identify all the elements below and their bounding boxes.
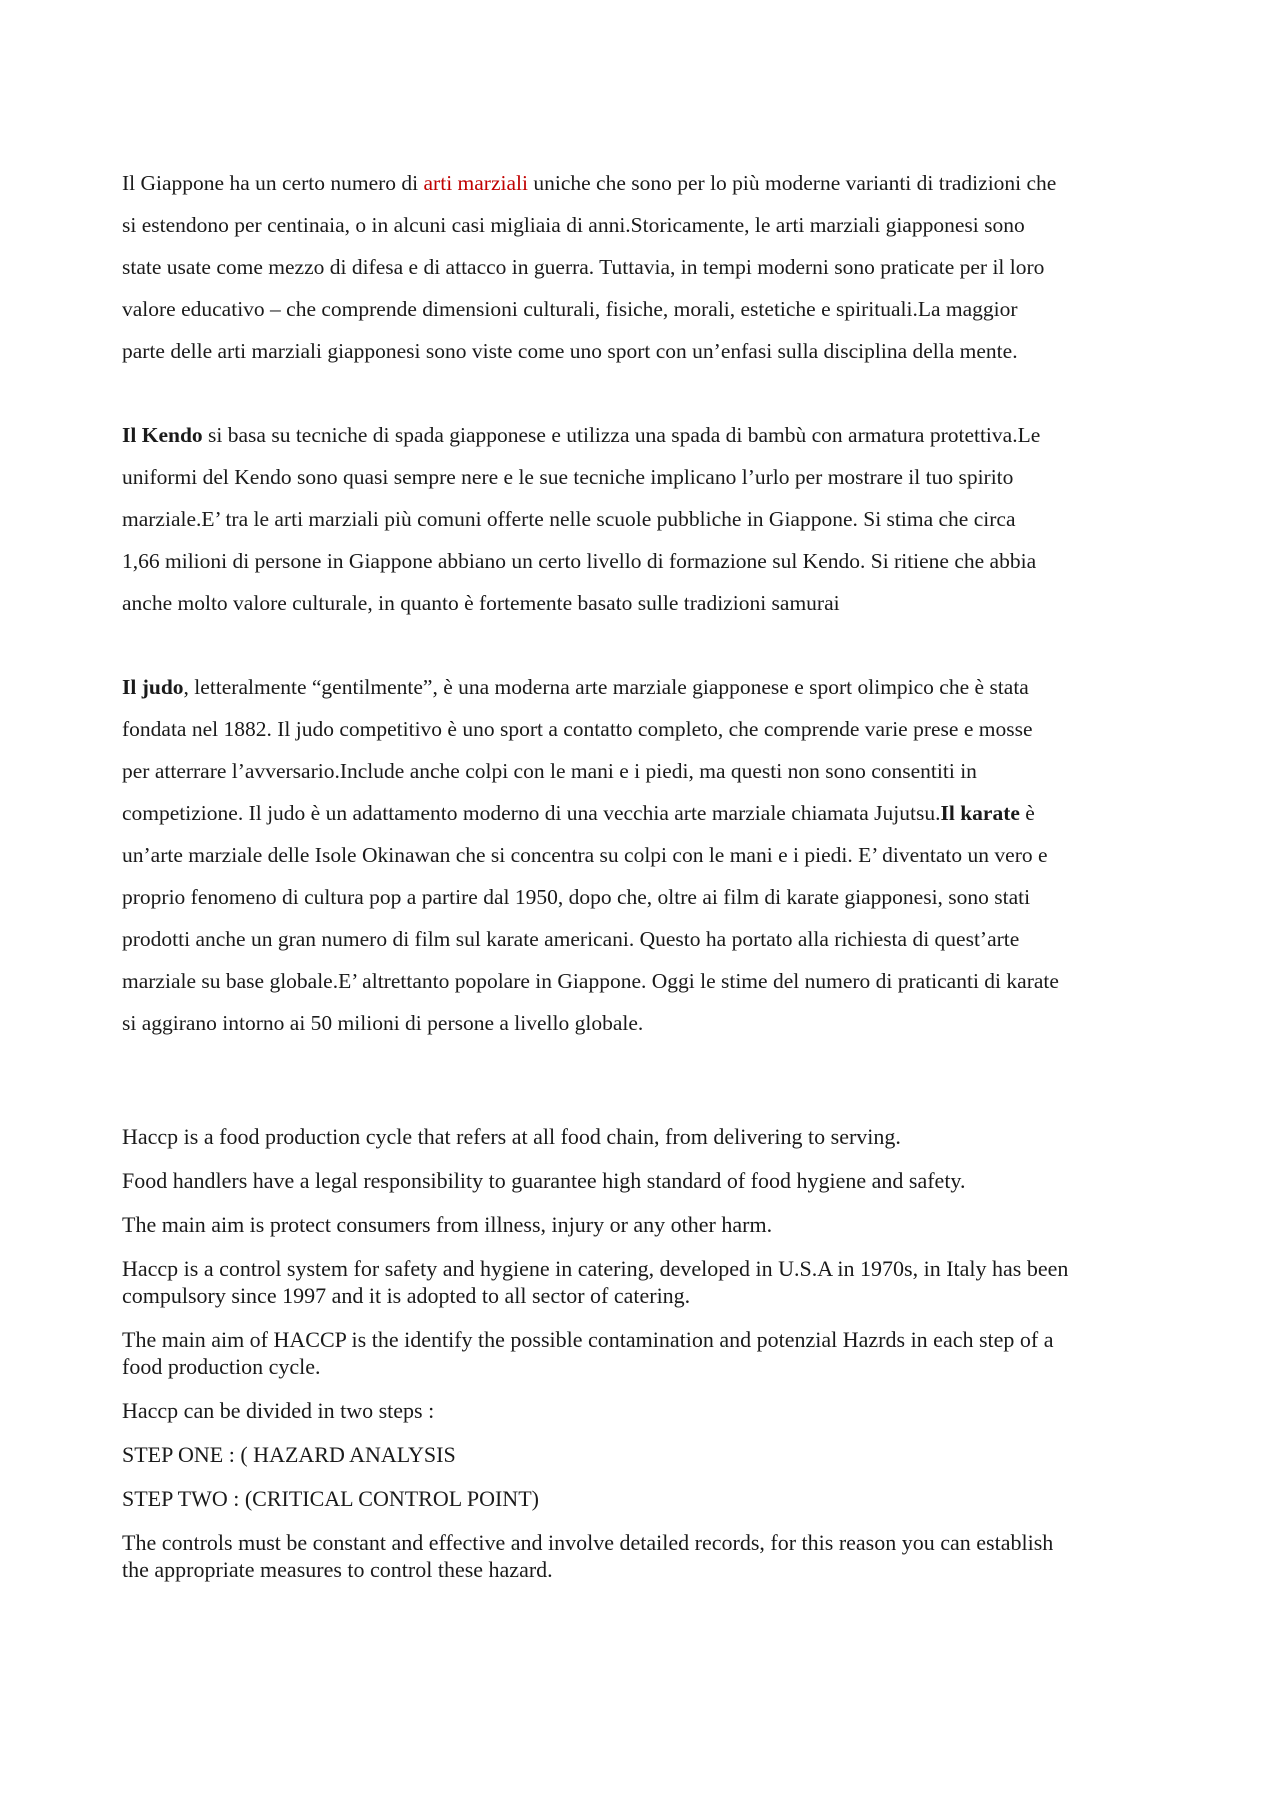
text-line [122,792,1182,834]
haccp-paragraph-controls [122,1529,1182,1583]
text-line [122,666,1182,708]
haccp-paragraph-definition [122,1123,1182,1150]
text-line: Food handlers have a legal responsibility to guarantee high standard of food hygiene and safety. [122,1168,966,1193]
text-line: per atterrare l’avversario.Include anche colpi con le mani e i piedi, ma questi non sono consentiti in [122,759,977,783]
text-line: The controls must be constant and effective and involve detailed records, for this reason you can establish [122,1530,1054,1555]
text-line [122,414,1182,456]
text-line: valore educativo – che comprende dimensioni culturali, fisiche, morali, estetiche e spirituali.La maggior [122,297,1018,321]
paragraph-martial-arts-intro [122,162,1182,372]
haccp-step-one [122,1441,1182,1468]
karate-heading: Il karate [940,801,1020,825]
haccp-paragraph-steps-intro [122,1397,1182,1424]
text-line: parte delle arti marziali giapponesi sono viste come uno sport con un’enfasi sulla disciplina della mente. [122,339,1018,363]
text-segment: uniche che sono per lo più moderne varianti di tradizioni che [527,171,1057,195]
text-line: STEP ONE : ( HAZARD ANALYSIS [122,1442,456,1467]
text-line: state usate come mezzo di difesa e di attacco in guerra. Tuttavia, in tempi moderni sono praticate per il loro [122,255,1045,279]
text-line: si aggirano intorno ai 50 milioni di persone a livello globale. [122,1011,644,1035]
text-line: uniformi del Kendo sono quasi sempre nere e le sue tecniche implicano l’urlo per mostrare il tuo spirito [122,465,1014,489]
paragraph-judo-karate [122,666,1182,1044]
text-line: compulsory since 1997 and it is adopted to all sector of catering. [122,1283,691,1308]
haccp-paragraph-aim [122,1211,1182,1238]
text-line: Haccp can be divided in two steps : [122,1398,435,1423]
text-line: marziale.E’ tra le arti marziali più comuni offerte nelle scuole pubbliche in Giappone. Si stima che circa [122,507,1016,531]
text-line: Haccp is a food production cycle that refers at all food chain, from delivering to serving. [122,1124,901,1149]
text-line: fondata nel 1882. Il judo competitivo è uno sport a contatto completo, che comprende varie prese e mosse [122,717,1033,741]
text-line: si estendono per centinaia, o in alcuni casi migliaia di anni.Storicamente, le arti marziali giapponesi sono [122,213,1025,237]
paragraph-kendo [122,414,1182,624]
text-line: marziale su base globale.E’ altrettanto popolare in Giappone. Oggi le stime del numero di praticanti di karate [122,969,1059,993]
text-line: The main aim of HACCP is the identify the possible contamination and potenzial Hazrds in each step of a [122,1327,1054,1352]
text-line: food production cycle. [122,1354,321,1379]
kendo-heading: Il Kendo [122,423,203,447]
text-line: prodotti anche un gran numero di film sul karate americani. Questo ha portato alla richiesta di quest’arte [122,927,1020,951]
text-line: proprio fenomeno di cultura pop a partire dal 1950, dopo che, oltre ai film di karate giapponesi, sono stati [122,885,1031,909]
text-segment: è [1019,801,1035,825]
text-segment: si basa su tecniche di spada giapponese e utilizza una spada di bambù con armatura protettiva.Le [202,423,1041,447]
text-line: The main aim is protect consumers from illness, injury or any other harm. [122,1212,773,1237]
judo-heading: Il judo [122,675,184,699]
text-segment: , letteralmente “gentilmente”, è una moderna arte marziale giapponese e sport olimpico che è stata [183,675,1029,699]
text-line: the appropriate measures to control these hazard. [122,1557,553,1582]
highlighted-term: arti marziali [423,171,528,195]
haccp-paragraph-control-system [122,1255,1182,1309]
text-segment: Il Giappone ha un certo numero di [122,171,424,195]
text-line: 1,66 milioni di persone in Giappone abbiano un certo livello di formazione sul Kendo. Si ritiene che abbia [122,549,1037,573]
haccp-paragraph-main-aim [122,1326,1182,1380]
text-line: un’arte marziale delle Isole Okinawan che si concentra su colpi con le mani e i piedi. E’ diventato un vero e [122,843,1048,867]
text-line: Haccp is a control system for safety and hygiene in catering, developed in U.S.A in 1970s, in Italy has been [122,1256,1069,1281]
text-line: STEP TWO : (CRITICAL CONTROL POINT) [122,1486,539,1511]
text-line [122,162,1182,204]
haccp-paragraph-responsibility [122,1167,1182,1194]
text-line: anche molto valore culturale, in quanto è fortemente basato sulle tradizioni samurai [122,591,840,615]
text-segment: competizione. Il judo è un adattamento moderno di una vecchia arte marziale chiamata Jujutsu. [122,801,941,825]
haccp-step-two [122,1485,1182,1512]
